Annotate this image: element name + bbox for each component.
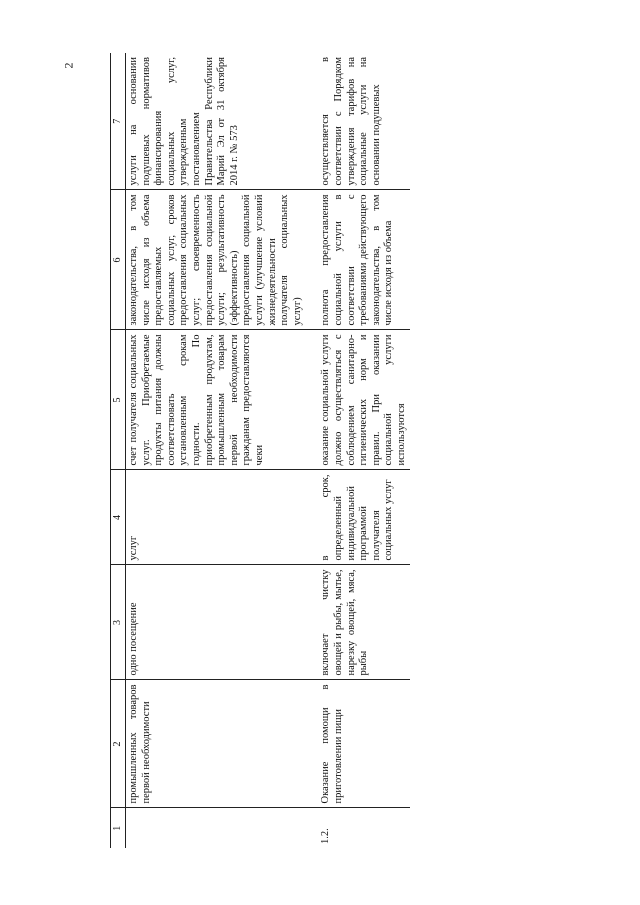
col-header-1: 1 <box>111 808 126 848</box>
services-table <box>110 53 410 848</box>
page-number: 2 <box>61 62 76 69</box>
service-conditions-cell: услуги на основании подушевых нормативов финансирования социальных услуг, утвержденным постановлением Правительства Республики Марий Эл от 31 октября 2014 г. № 573 <box>126 53 307 190</box>
rotated-page-content <box>110 53 580 848</box>
row-number <box>126 808 307 848</box>
col-header-6: 6 <box>111 190 126 330</box>
col-header-7: 7 <box>111 53 126 190</box>
service-deadline-cell: услуг <box>126 470 307 565</box>
table-row <box>126 53 307 848</box>
quality-indicators-cell: полнота предоставления социальной услуги в соответствии с требованиями действующего законодательства, в том числе исходя из объема <box>306 190 410 330</box>
service-content-cell: одно посещение <box>126 565 307 680</box>
service-conditions-cell: осуществляется в соответствии с Порядком утверждения тарифов на социальные услуги на основании подушевых <box>306 53 410 190</box>
row-number: 1.2. <box>320 828 332 844</box>
service-name-cell: промышленных товаров первой необходимости <box>126 680 307 808</box>
quality-indicators-cell: законодательства, в том числе исходя из объема предоставляемых социальных услуг, сроков предоставления социальных услуг; своевременность предоставления социальной услуги; результативность (эффективность) предоставления социальной услуги (улучшение условий жизнедеятельности получателя социальных услуг) <box>126 190 307 330</box>
service-content-cell: включает чистку овощей и рыбы, мытье, нарезку овощей, мяса, рыбы <box>306 565 410 680</box>
table-row <box>306 53 410 848</box>
service-standard-cell: оказание социальной услуги должно осуществляться с соблюдением санитарно-гигиенических норм и правил. При оказании социальной услуги используются <box>306 330 410 470</box>
col-header-5: 5 <box>111 330 126 470</box>
service-name-cell: Оказание помощи в приготовлении пищи <box>306 680 410 808</box>
col-header-2: 2 <box>111 680 126 808</box>
column-number-row <box>111 53 126 848</box>
col-header-3: 3 <box>111 565 126 680</box>
col-header-4: 4 <box>111 470 126 565</box>
service-deadline-cell: в срок, определенный индивидуальной программой получателя социальных услуг <box>306 470 410 565</box>
service-standard-cell: счет получателя социальных услуг. Приобретаемые продукты питания должны соответствовать установленным срокам годности. По приобретенным продуктам, промышленным товарам первой необходимости гражданам предоставляются чеки <box>126 330 307 470</box>
